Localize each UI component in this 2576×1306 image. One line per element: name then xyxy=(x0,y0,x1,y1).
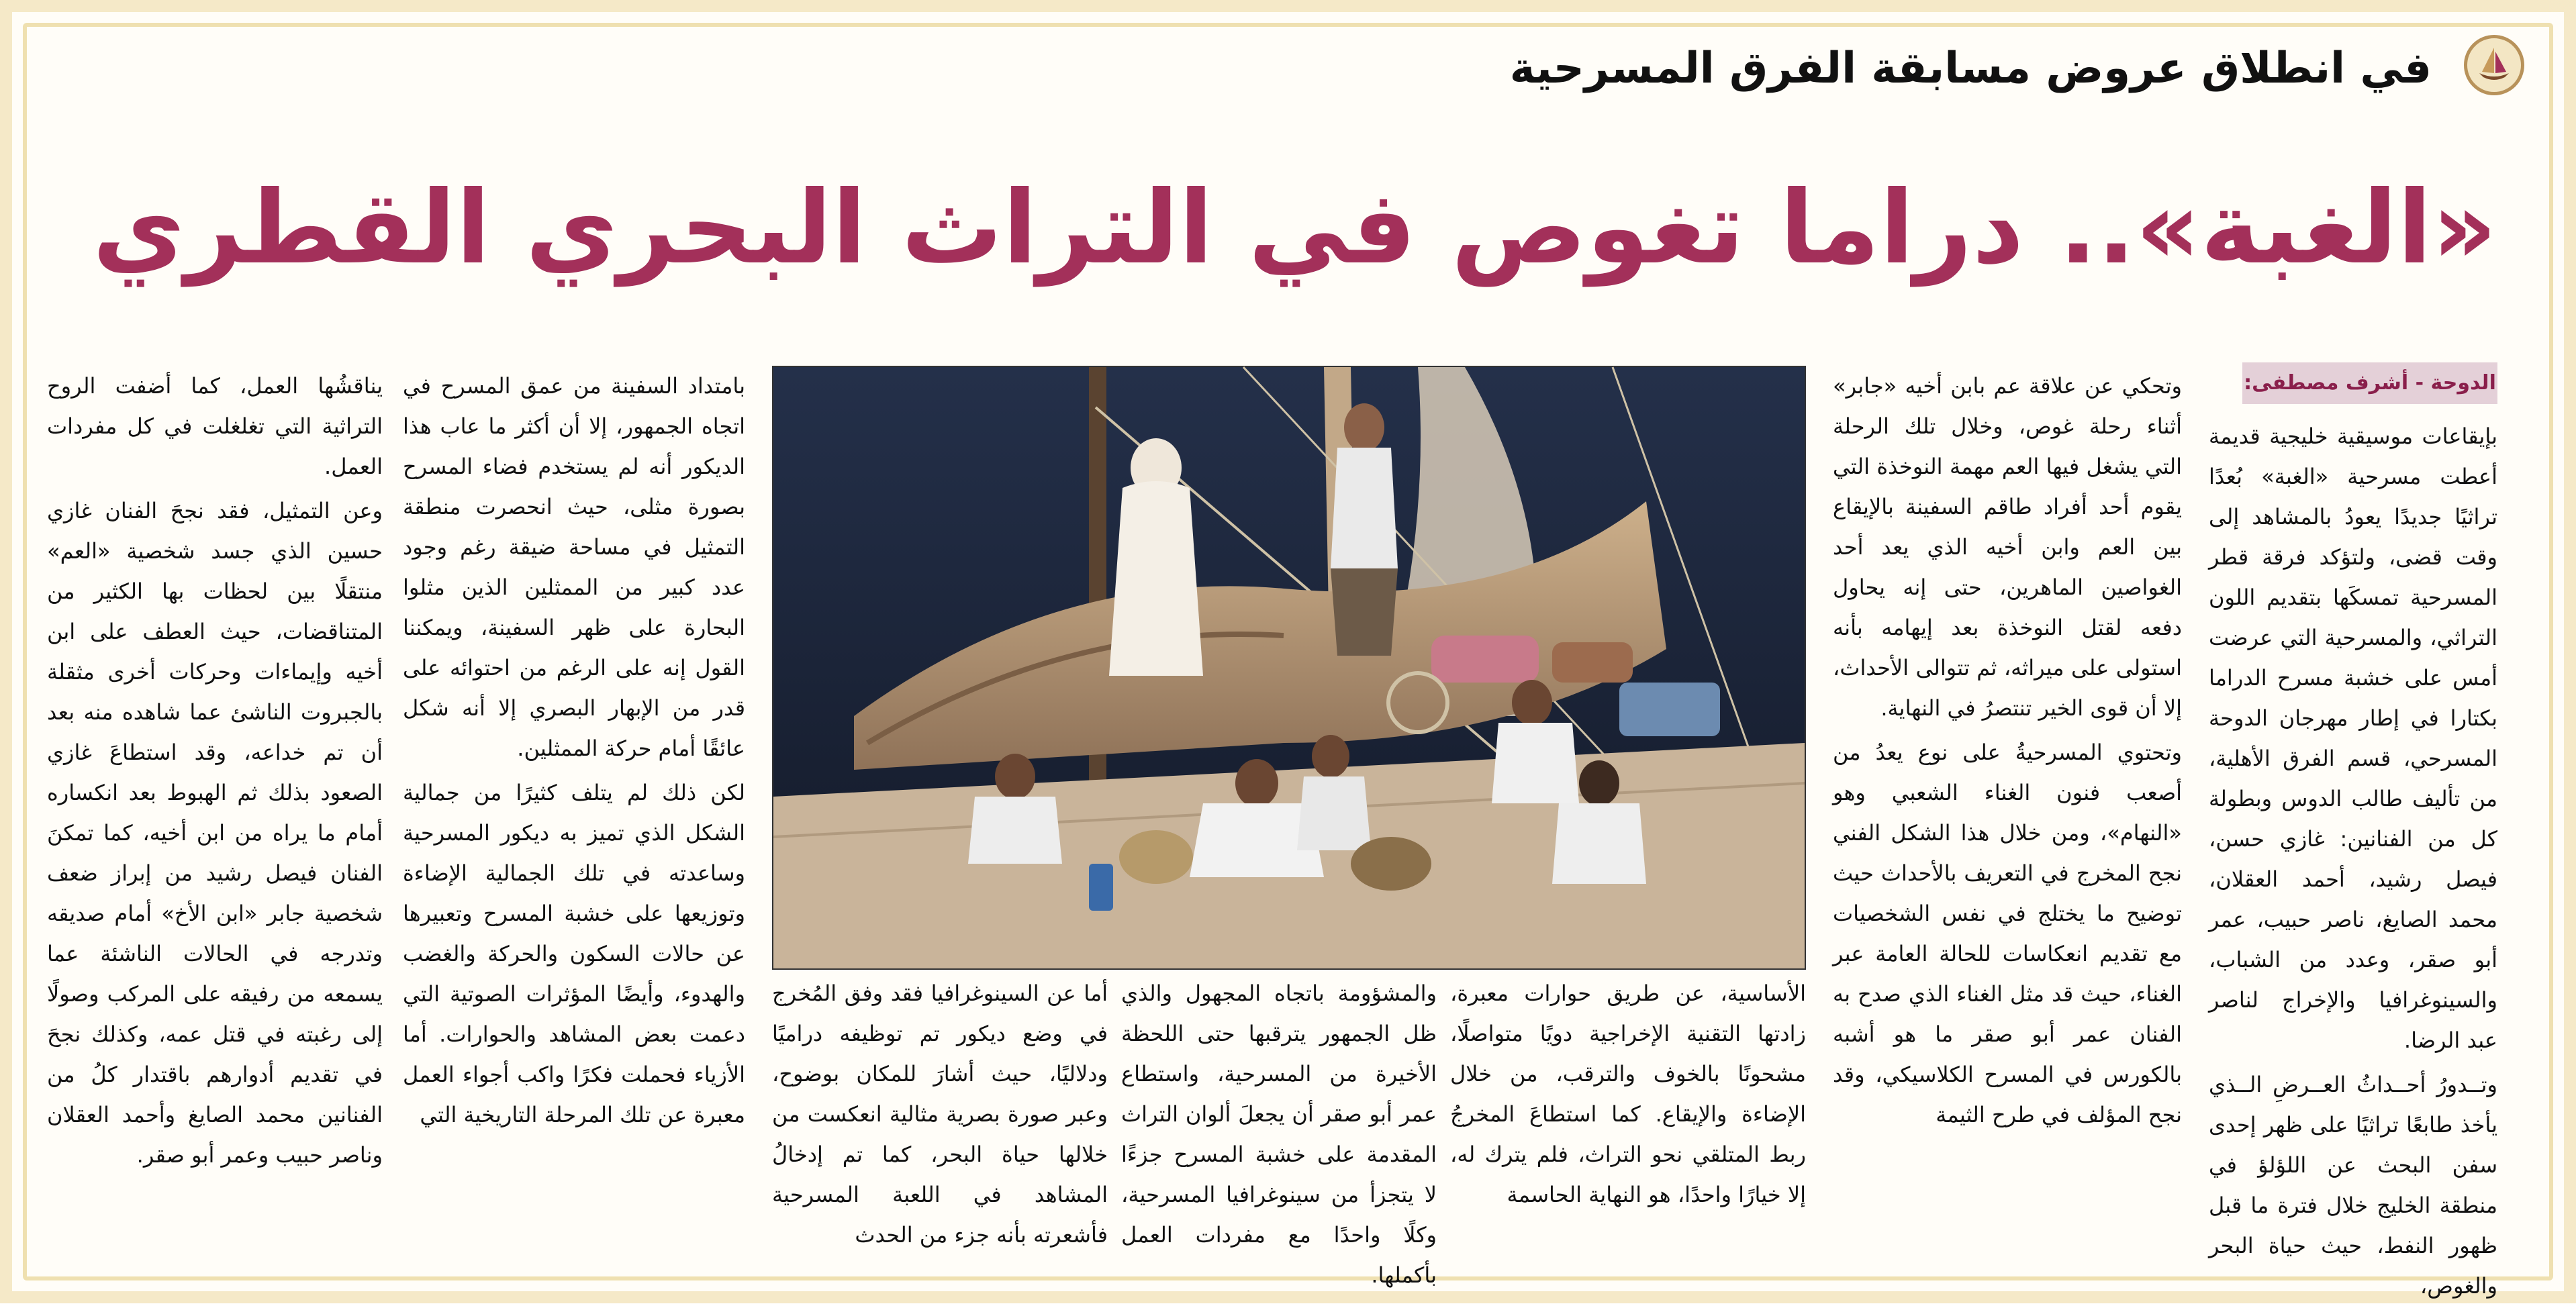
paragraph: وتحتوي المسرحيةُ على نوع يعدُ من أصعب فنون الغناء الشعبي وهو «النهام»، ومن خلال هذا الشكل الفني نجح المخرج في التعريف بالأحداث حيث توضيح ما يختلج في نفس الشخصيات مع تقديم انعكاسات للحالة العامة عبر الغناء، حيث قد مثل الغناء الذي صدح به الفنان عمر أبو صقر ما هو أشبه بالكورس في المسرح الكلاسيكي، وقد نجح المؤلف في طرح الثيمة xyxy=(1833,740,2182,1127)
article-column-7 xyxy=(47,366,383,1258)
paragraph: بامتداد السفينة من عمق المسرح في اتجاه الجمهور، إلا أن أكثر ما عاب هذا الديكور أنه لم يستخدم فضاء المسرح بصورة مثلى، حيث انحصرت منطقة التمثيل في مساحة ضيقة رغم وجود عدد كبير من الممثلين الذين مثلوا البحارة على ظهر السفينة، ويمكننا القول إنه على الرغم من احتوائه على قدر من الإبهار البصري إلا أنه شكل عائقًا أمام حركة الممثلين. xyxy=(403,373,745,761)
section-kicker: في انطلاق عروض مسابقة الفرق المسرحية xyxy=(1509,44,2432,93)
paragraph: وعن التمثيل، فقد نجحَ الفنان غازي حسين الذي جسد شخصية «العم» منتقلًا بين لحظات بها الكثير من المتناقضات، حيث العطف على ابن أخيه وإيماءات وحركات أخرى مثقلة بالجبروت الناشئ عما شاهده منه بعد أن تم خداعه، وقد استطاعَ غازي الصعود بذلك ثم الهبوط بعد انكساره أمام ما يراه من ابن أخيه، كما تمكنَ الفنان فيصل رشيد من إبراز ضعف شخصية جابر «ابن الأخ» أمام صديقه وتدرجه في الحالات الناشئة عما يسمعه من رفيقه على المركب وصولًا إلى رغبته في قتل عمه، وكذلك نجحَ في تقديم أدوارهم باقتدار كلُ من الفنانين محمد الصايغ وأحمد العقلان وناصر حبيب وعمر أبو صقر. xyxy=(47,498,383,1168)
article-column-6 xyxy=(403,366,745,1258)
article-column-1 xyxy=(2209,416,2497,1299)
paragraph: لكن ذلك لم يتلف كثيرًا من جمالية الشكل الذي تميز به ديكور المسرحية وساعدته في تلك الجمالية الإضاءة وتوزيعها على خشبة المسرح وتعبيرها عن حالات السكون والحركة والغضب والهدوء، وأيضًا المؤثرات الصوتية التي دعمت بعض المشاهد والحوارات. أما الأزياء فحملت فكرًا واكب أجواء العمل معبرة عن تلك المرحلة التاريخية التي xyxy=(403,780,745,1127)
paragraph: الأساسية، عن طريق حوارات معبرة، زادتها التقنية الإخراجية دويًا متواصلًا، مشحونًا بالخوف والترقب، من خلال الإضاءة والإيقاع. كما استطاعَ المخرجُ ربط المتلقي نحو التراث، فلم يترك له، إلا خيارًا واحدًا، هو النهاية الحاسمة xyxy=(1450,981,1806,1207)
paragraph: يناقشُها العمل، كما أضفت الروح التراثية التي تغلغلت في كل مفردات العمل. xyxy=(47,373,383,479)
paragraph: وتحكي عن علاقة عم بابن أخيه «جابر» أثناء رحلة غوص، وخلال تلك الرحلة التي يشغل فيها العم مهمة النوخذة التي يقوم أحد أفراد طاقم السفينة بالإيقاع بين العم وابن أخيه الذي يعد أحد الغواصين الماهرين، حتى إنه يحاول دفعه لقتل النوخذة بعد إيهامه بأنه استولى على ميراثه، ثم تتوالى الأحداث، إلا أن قوى الخير تنتصرُ في النهاية. xyxy=(1833,373,2182,721)
article-column-4 xyxy=(1121,973,1437,1288)
article-byline: الدوحة - أشرف مصطفى: xyxy=(2242,362,2497,404)
paragraph: والمشؤومة باتجاه المجهول والذي ظل الجمهور يترقبها حتى اللحظة الأخيرة من المسرحية، واستطاع عمر أبو صقر أن يجعلَ ألوان التراث المقدمة على خشبة المسرح جزءًا لا يتجزأ من سينوغرافيا المسرحية، وكلًا واحدًا مع مفردات العمل بأكملها. xyxy=(1121,981,1437,1288)
article-column-2 xyxy=(1833,366,2182,1258)
paragraph: وتــدورُ أحــداثُ العــرضِ الــذي يأخذ طابعًا تراثيًا على ظهر إحدى سفن البحث عن اللؤلؤ في منطقة الخليج خلال فترة ما قبل ظهور النفط، حيث حياة البحر والغوص، xyxy=(2209,1072,2497,1299)
article-column-5 xyxy=(772,973,1108,1258)
newspaper-logo-icon xyxy=(2464,35,2524,95)
stage-photo xyxy=(772,366,1806,970)
paragraph: أما عن السينوغرافيا فقد وفق المُخرج في وضع ديكور تم توظيفه دراميًا ودلاليًا، حيث أشارَ للمكان بوضوح، وعبر صورة بصرية مثالية انعكست من خلالها حياة البحر، كما تم إدخالُ المشاهد في اللعبة المسرحية فأشعرته بأنه جزء من الحدث xyxy=(772,981,1108,1248)
article-headline: «الغبة».. دراما تغوص في التراث البحري القطري xyxy=(92,170,2497,287)
paragraph: بإيقاعات موسيقية خليجية قديمة أعطت مسرحية «الغبة» بُعدًا تراثيًا جديدًا يعودُ بالمشاهد إلى وقت قضى، ولتؤكد فرقة قطر المسرحية تمسكَها بتقديم اللون التراثي، والمسرحية التي عرضت أمس على خشبة مسرح الدراما بكتارا في إطار مهرجان الدوحة المسرحي، قسم الفرق الأهلية، من تأليف طالب الدوس وبطولة كل من الفنانين: غازي حسن، فيصل رشيد، أحمد العقلان، محمد الصايغ، ناصر حبيب، عمر أبو صقر، وعدد من الشباب، والسينوغرافيا والإخراج لناصر عبد الرضا. xyxy=(2209,423,2497,1053)
article-column-3 xyxy=(1450,973,1806,1258)
